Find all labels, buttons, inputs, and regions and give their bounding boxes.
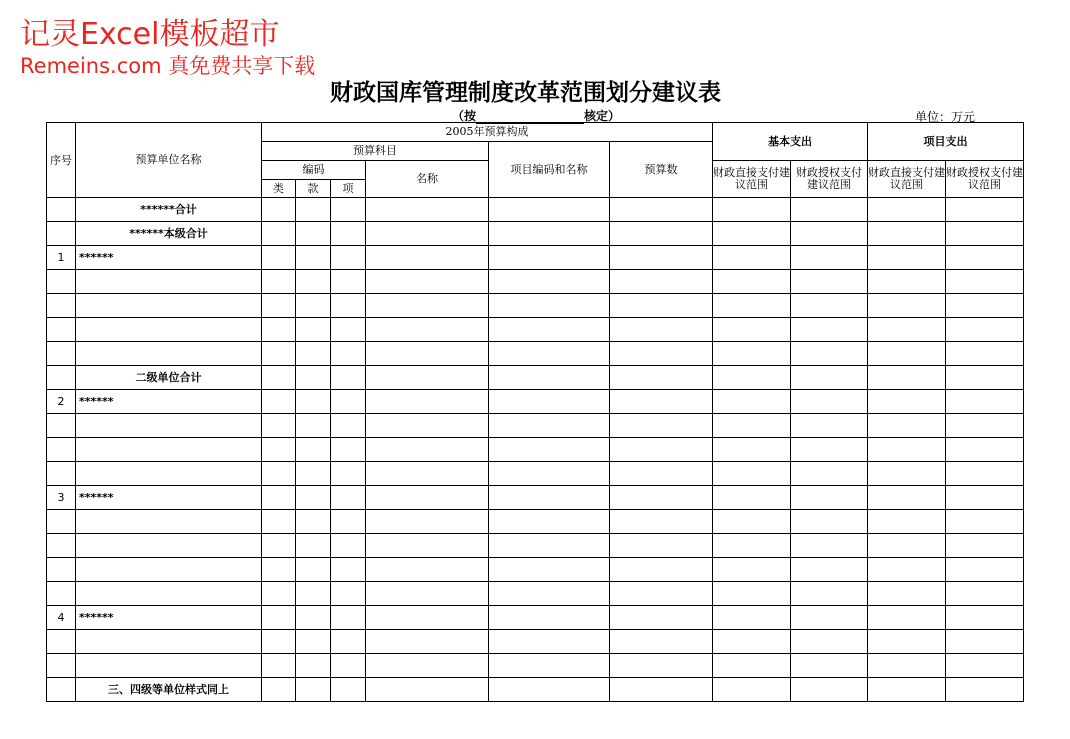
row-cell <box>946 510 1024 534</box>
row-cell <box>610 414 713 438</box>
row-cell <box>791 246 868 270</box>
row-cell <box>946 678 1024 702</box>
row-cell <box>296 438 331 462</box>
row-cell <box>331 510 366 534</box>
row-seq <box>47 414 76 438</box>
row-cell <box>946 558 1024 582</box>
row-cell <box>489 270 610 294</box>
row-unit-name <box>76 534 262 558</box>
row-cell <box>610 654 713 678</box>
header-project-expense: 项目支出 <box>868 123 1024 161</box>
row-seq: 2 <box>47 390 76 414</box>
table-row <box>47 462 1024 486</box>
row-cell <box>610 318 713 342</box>
table-row <box>47 270 1024 294</box>
row-cell <box>946 438 1024 462</box>
row-cell <box>489 534 610 558</box>
header-xiang: 项 <box>331 180 366 198</box>
row-cell <box>331 318 366 342</box>
row-cell <box>713 486 791 510</box>
row-cell <box>296 318 331 342</box>
row-cell <box>791 558 868 582</box>
row-cell <box>791 198 868 222</box>
row-seq: 4 <box>47 606 76 630</box>
row-unit-name <box>76 630 262 654</box>
row-cell <box>713 294 791 318</box>
row-cell <box>713 270 791 294</box>
row-seq: 1 <box>47 246 76 270</box>
row-cell <box>610 486 713 510</box>
row-cell <box>489 582 610 606</box>
row-cell <box>713 198 791 222</box>
row-cell <box>610 294 713 318</box>
row-seq <box>47 270 76 294</box>
row-cell <box>262 606 296 630</box>
row-cell <box>791 630 868 654</box>
row-cell <box>713 438 791 462</box>
row-cell <box>713 414 791 438</box>
row-seq <box>47 510 76 534</box>
row-cell <box>366 198 489 222</box>
row-cell <box>331 222 366 246</box>
row-cell <box>262 678 296 702</box>
row-cell <box>366 246 489 270</box>
row-cell <box>296 558 331 582</box>
row-seq <box>47 294 76 318</box>
header-project-code-name: 项目编码和名称 <box>489 142 610 198</box>
row-cell <box>331 486 366 510</box>
header-project-direct-pay: 财政直接支付建议范围 <box>868 161 946 198</box>
table-row <box>47 534 1024 558</box>
table-row <box>47 582 1024 606</box>
row-unit-name <box>76 438 262 462</box>
row-cell <box>868 630 946 654</box>
row-cell <box>331 654 366 678</box>
row-cell <box>713 606 791 630</box>
row-cell <box>713 222 791 246</box>
row-cell <box>331 390 366 414</box>
row-cell <box>366 510 489 534</box>
row-cell <box>610 246 713 270</box>
row-cell <box>296 246 331 270</box>
row-cell <box>366 630 489 654</box>
row-cell <box>296 462 331 486</box>
row-cell <box>791 510 868 534</box>
row-cell <box>713 390 791 414</box>
row-seq <box>47 630 76 654</box>
row-cell <box>868 582 946 606</box>
row-unit-name: 二级单位合计 <box>76 366 262 390</box>
row-cell <box>791 366 868 390</box>
row-cell <box>262 342 296 366</box>
row-cell <box>713 558 791 582</box>
row-cell <box>791 270 868 294</box>
row-cell <box>610 510 713 534</box>
row-cell <box>946 654 1024 678</box>
row-cell <box>262 198 296 222</box>
row-cell <box>296 486 331 510</box>
row-cell <box>262 582 296 606</box>
row-cell <box>610 678 713 702</box>
row-unit-name <box>76 318 262 342</box>
row-cell <box>296 606 331 630</box>
row-cell <box>262 534 296 558</box>
row-cell <box>489 246 610 270</box>
row-cell <box>489 678 610 702</box>
row-cell <box>610 198 713 222</box>
row-seq <box>47 558 76 582</box>
row-cell <box>868 222 946 246</box>
row-seq <box>47 222 76 246</box>
row-cell <box>713 510 791 534</box>
row-cell <box>262 270 296 294</box>
row-cell <box>489 630 610 654</box>
header-seq: 序号 <box>47 123 76 198</box>
row-cell <box>713 534 791 558</box>
row-cell <box>610 366 713 390</box>
row-cell <box>610 342 713 366</box>
row-cell <box>713 654 791 678</box>
table-row <box>47 486 1024 510</box>
table-row <box>47 246 1024 270</box>
subtitle-prefix: （按 <box>452 109 477 123</box>
row-cell <box>610 390 713 414</box>
row-cell <box>610 534 713 558</box>
row-cell <box>610 558 713 582</box>
row-cell <box>366 534 489 558</box>
row-cell <box>366 342 489 366</box>
row-cell <box>262 390 296 414</box>
row-unit-name: ****** <box>76 486 262 510</box>
row-cell <box>713 342 791 366</box>
row-unit-name <box>76 270 262 294</box>
row-cell <box>296 534 331 558</box>
row-cell <box>791 678 868 702</box>
row-cell <box>331 246 366 270</box>
header-name: 名称 <box>366 161 489 198</box>
row-cell <box>296 390 331 414</box>
row-cell <box>296 198 331 222</box>
row-cell <box>296 582 331 606</box>
header-project-authorized-pay: 财政授权支付建议范围 <box>946 161 1024 198</box>
row-cell <box>791 462 868 486</box>
row-seq <box>47 198 76 222</box>
row-cell <box>946 294 1024 318</box>
row-unit-name: ****** <box>76 246 262 270</box>
header-budget-amount: 预算数 <box>610 142 713 198</box>
row-cell <box>489 558 610 582</box>
row-cell <box>489 342 610 366</box>
row-cell <box>489 222 610 246</box>
row-cell <box>791 390 868 414</box>
row-cell <box>868 654 946 678</box>
row-cell <box>610 462 713 486</box>
row-cell <box>946 462 1024 486</box>
row-cell <box>489 486 610 510</box>
row-cell <box>296 222 331 246</box>
row-cell <box>262 630 296 654</box>
row-cell <box>713 366 791 390</box>
row-cell <box>331 678 366 702</box>
row-cell <box>791 414 868 438</box>
table-row <box>47 198 1024 222</box>
row-cell <box>366 582 489 606</box>
row-cell <box>489 390 610 414</box>
row-seq <box>47 342 76 366</box>
row-cell <box>366 414 489 438</box>
row-unit-name: ******本级合计 <box>76 222 262 246</box>
row-cell <box>946 606 1024 630</box>
table-row <box>47 342 1024 366</box>
row-cell <box>366 558 489 582</box>
row-cell <box>366 678 489 702</box>
row-cell <box>868 462 946 486</box>
row-unit-name <box>76 342 262 366</box>
header-basic-authorized-pay: 财政授权支付建议范围 <box>791 161 868 198</box>
row-cell <box>868 270 946 294</box>
row-cell <box>296 294 331 318</box>
row-unit-name: ****** <box>76 390 262 414</box>
row-cell <box>296 366 331 390</box>
table-row <box>47 414 1024 438</box>
row-cell <box>946 582 1024 606</box>
row-cell <box>331 534 366 558</box>
row-cell <box>331 414 366 438</box>
row-cell <box>262 438 296 462</box>
row-cell <box>868 606 946 630</box>
row-unit-name <box>76 462 262 486</box>
row-cell <box>366 366 489 390</box>
row-cell <box>262 654 296 678</box>
header-budget-subject: 预算科目 <box>262 142 489 161</box>
row-cell <box>868 390 946 414</box>
table-row <box>47 318 1024 342</box>
row-cell <box>946 222 1024 246</box>
row-cell <box>868 534 946 558</box>
row-cell <box>946 486 1024 510</box>
table-row <box>47 678 1024 702</box>
row-cell <box>262 510 296 534</box>
table-row <box>47 438 1024 462</box>
row-unit-name <box>76 510 262 534</box>
row-cell <box>946 318 1024 342</box>
row-cell <box>791 438 868 462</box>
row-cell <box>946 414 1024 438</box>
row-cell <box>262 366 296 390</box>
row-cell <box>296 342 331 366</box>
row-cell <box>791 222 868 246</box>
row-cell <box>331 606 366 630</box>
row-cell <box>946 270 1024 294</box>
row-cell <box>791 534 868 558</box>
row-cell <box>946 246 1024 270</box>
row-cell <box>868 486 946 510</box>
row-cell <box>489 510 610 534</box>
row-cell <box>868 246 946 270</box>
row-cell <box>366 318 489 342</box>
row-seq <box>47 366 76 390</box>
row-cell <box>262 222 296 246</box>
row-cell <box>946 342 1024 366</box>
row-cell <box>868 510 946 534</box>
row-seq <box>47 318 76 342</box>
table-row <box>47 366 1024 390</box>
row-cell <box>868 342 946 366</box>
header-budget-composition: 2005年预算构成 <box>262 123 713 142</box>
row-cell <box>713 582 791 606</box>
row-cell <box>791 342 868 366</box>
header-kuan: 款 <box>296 180 331 198</box>
row-seq: 3 <box>47 486 76 510</box>
unit-label: 单位：万元 <box>915 110 976 124</box>
row-cell <box>489 294 610 318</box>
table-row <box>47 390 1024 414</box>
row-cell <box>868 366 946 390</box>
row-cell <box>296 414 331 438</box>
row-cell <box>366 462 489 486</box>
row-cell <box>366 222 489 246</box>
row-cell <box>366 486 489 510</box>
row-cell <box>713 630 791 654</box>
subtitle-suffix: 核定） <box>584 109 621 123</box>
row-cell <box>791 294 868 318</box>
row-cell <box>296 678 331 702</box>
page-title: 财政国库管理制度改革范围划分建议表 <box>330 79 721 106</box>
row-cell <box>489 366 610 390</box>
row-cell <box>791 606 868 630</box>
table-row <box>47 510 1024 534</box>
row-cell <box>262 462 296 486</box>
row-cell <box>366 294 489 318</box>
row-cell <box>489 198 610 222</box>
row-cell <box>868 558 946 582</box>
row-unit-name <box>76 294 262 318</box>
row-cell <box>331 294 366 318</box>
row-unit-name <box>76 582 262 606</box>
row-cell <box>331 366 366 390</box>
row-seq <box>47 678 76 702</box>
row-cell <box>489 414 610 438</box>
row-cell <box>489 318 610 342</box>
row-cell <box>262 294 296 318</box>
row-cell <box>713 462 791 486</box>
row-seq <box>47 654 76 678</box>
row-cell <box>946 630 1024 654</box>
row-cell <box>868 198 946 222</box>
header-lei: 类 <box>262 180 296 198</box>
row-cell <box>262 246 296 270</box>
table-row <box>47 654 1024 678</box>
table-row <box>47 558 1024 582</box>
row-cell <box>868 438 946 462</box>
row-cell <box>946 534 1024 558</box>
row-cell <box>331 198 366 222</box>
row-cell <box>262 414 296 438</box>
row-unit-name: ****** <box>76 606 262 630</box>
row-seq <box>47 438 76 462</box>
row-cell <box>946 390 1024 414</box>
row-cell <box>610 270 713 294</box>
row-cell <box>331 438 366 462</box>
row-cell <box>610 582 713 606</box>
row-cell <box>331 630 366 654</box>
row-cell <box>713 246 791 270</box>
row-cell <box>791 486 868 510</box>
row-cell <box>296 630 331 654</box>
table-row <box>47 294 1024 318</box>
row-cell <box>366 390 489 414</box>
row-cell <box>262 486 296 510</box>
row-cell <box>868 414 946 438</box>
row-cell <box>262 558 296 582</box>
row-cell <box>296 654 331 678</box>
row-cell <box>946 366 1024 390</box>
row-cell <box>713 318 791 342</box>
row-cell <box>791 582 868 606</box>
row-cell <box>331 558 366 582</box>
table-row <box>47 606 1024 630</box>
row-cell <box>366 438 489 462</box>
row-unit-name: 三、四级等单位样式同上 <box>76 678 262 702</box>
row-cell <box>489 438 610 462</box>
watermark-title: 记灵Excel模板超市 <box>20 17 280 52</box>
row-cell <box>868 294 946 318</box>
row-cell <box>610 222 713 246</box>
row-seq <box>47 582 76 606</box>
row-seq <box>47 534 76 558</box>
row-cell <box>296 270 331 294</box>
table-row <box>47 222 1024 246</box>
row-cell <box>868 678 946 702</box>
table-row <box>47 630 1024 654</box>
watermark-subtitle: Remeins.com 真免费共享下载 <box>20 54 316 78</box>
row-cell <box>946 198 1024 222</box>
row-cell <box>366 270 489 294</box>
row-unit-name <box>76 654 262 678</box>
row-cell <box>610 630 713 654</box>
row-cell <box>610 606 713 630</box>
row-cell <box>791 318 868 342</box>
row-cell <box>366 606 489 630</box>
row-cell <box>489 606 610 630</box>
row-cell <box>610 438 713 462</box>
row-cell <box>791 654 868 678</box>
row-unit-name <box>76 414 262 438</box>
row-cell <box>868 318 946 342</box>
budget-table <box>46 122 1024 702</box>
row-cell <box>489 462 610 486</box>
row-cell <box>366 654 489 678</box>
row-cell <box>331 342 366 366</box>
header-code: 编码 <box>262 161 366 180</box>
row-cell <box>713 678 791 702</box>
row-seq <box>47 462 76 486</box>
header-unit-name: 预算单位名称 <box>76 123 262 198</box>
header-basic-direct-pay: 财政直接支付建议范围 <box>713 161 791 198</box>
row-cell <box>296 510 331 534</box>
row-unit-name: ******合计 <box>76 198 262 222</box>
row-cell <box>331 582 366 606</box>
header-basic-expense: 基本支出 <box>713 123 868 161</box>
row-cell <box>489 654 610 678</box>
row-unit-name <box>76 558 262 582</box>
row-cell <box>331 462 366 486</box>
row-cell <box>331 270 366 294</box>
row-cell <box>262 318 296 342</box>
